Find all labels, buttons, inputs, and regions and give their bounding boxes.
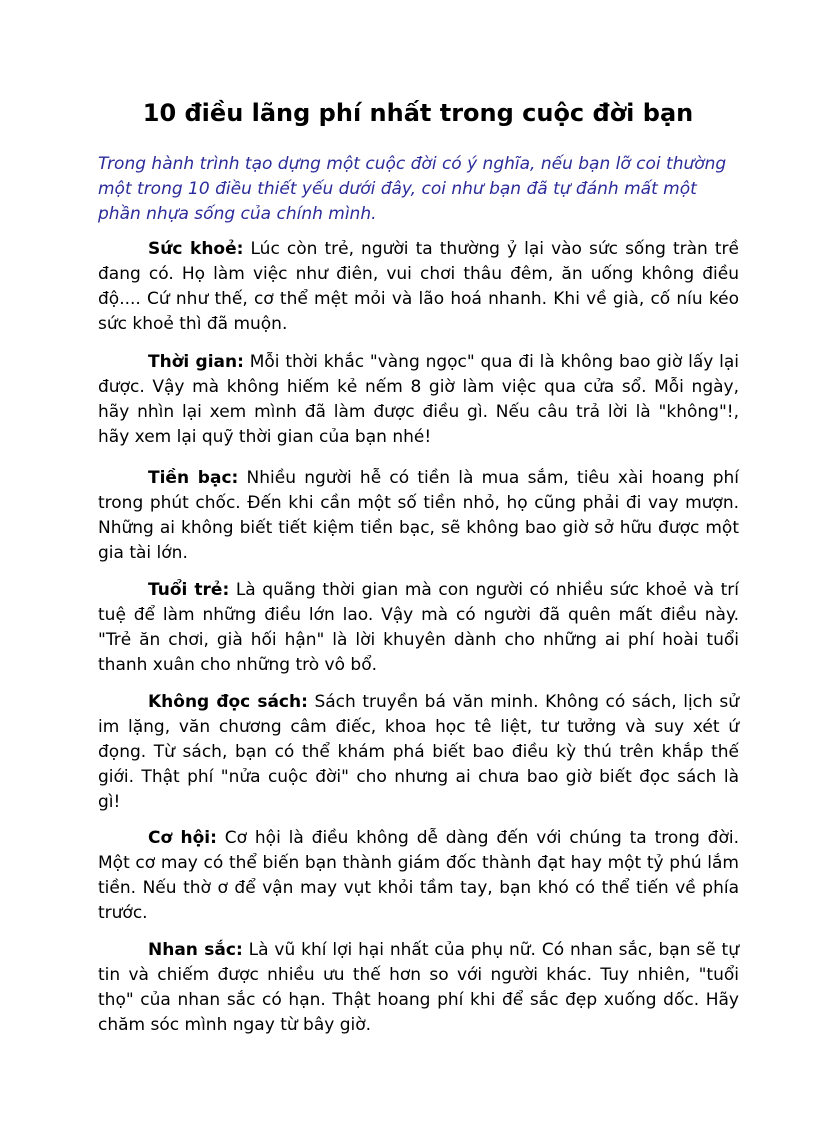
section-line-text: Nhiều người hễ có tiền là mua sắm, tiêu xài hoang phí (238, 468, 739, 488)
section-first-line (98, 466, 739, 491)
section-term: Cơ hội: (148, 828, 217, 848)
section-line: trước. (98, 903, 148, 923)
section-line: đang có. Họ làm việc như điên, vui chơi thâu đêm, ăn uống không điều (98, 264, 739, 284)
section-first-line (98, 237, 739, 262)
section-line: im lặng, văn chương câm điếc, khoa học tê liệt, tư tưởng và suy xét ứ (98, 717, 739, 737)
section-term: Không đọc sách: (148, 692, 308, 712)
section-first-line (98, 350, 739, 375)
section-line: hãy nhìn lại xem mình đã làm được điều gì. Nếu câu trả lời là "không"!, (98, 402, 739, 422)
section-line: chăm sóc mình ngay từ bây giờ. (98, 1015, 372, 1035)
section-youth (98, 578, 739, 678)
section-line: sức khoẻ thì đã muộn. (98, 314, 288, 334)
section-term: Tuổi trẻ: (148, 580, 230, 600)
section-line: Một cơ may có thể biến bạn thành giám đốc thành đạt hay một tỷ phú lắm (98, 853, 739, 873)
section-line: gia tài lớn. (98, 543, 188, 563)
section-line: được. Vậy mà không hiếm kẻ nếm 8 giờ làm việc qua cửa sổ. Mỗi ngày, (98, 377, 739, 397)
section-line: Những ai không biết tiết kiệm tiền bạc, sẽ không bao giờ sở hữu được một (98, 518, 739, 538)
section-line-text: Mỗi thời khắc "vàng ngọc" qua đi là không bao giờ lấy lại (243, 352, 739, 372)
section-line: "Trẻ ăn chơi, già hối hận" là lời khuyên dành cho những ai phí hoài tuổi (98, 630, 739, 650)
section-beauty (98, 938, 739, 1038)
section-term: Thời gian: (148, 352, 244, 372)
section-first-line (98, 826, 739, 851)
section-line-text: Lúc còn trẻ, người ta thường ỷ lại vào sức sống tràn trề (243, 239, 740, 259)
section-line-text: Là quãng thời gian mà con người có nhiều sức khoẻ và trí (229, 580, 739, 600)
section-reading (98, 690, 739, 815)
section-line: giới. Thật phí "nửa cuộc đời" cho nhưng ai chưa bao giờ biết đọc sách là (98, 767, 739, 787)
section-line: thanh xuân cho những trò vô bổ. (98, 655, 378, 675)
section-first-line (98, 578, 739, 603)
page-title: 10 điều lãng phí nhất trong cuộc đời bạn (142, 99, 694, 127)
section-line: trong phút chốc. Đến khi cần một số tiền nhỏ, họ cũng phải đi vay mượn. (98, 493, 739, 513)
section-term: Tiền bạc: (148, 468, 239, 488)
section-line: tin và chiếm được nhiều ưu thế hơn so với người khác. Tuy nhiên, "tuổi (98, 965, 739, 985)
section-first-line (98, 690, 739, 715)
section-line: gì! (98, 792, 121, 812)
section-term: Sức khoẻ: (148, 239, 244, 259)
intro-line: một trong 10 điều thiết yếu dưới đây, coi như bạn đã tự đánh mất một (98, 179, 697, 199)
section-line: hãy xem lại quỹ thời gian của bạn nhé! (98, 427, 432, 447)
section-term: Nhan sắc: (148, 940, 243, 960)
intro-line: Trong hành trình tạo dựng một cuộc đời có ý nghĩa, nếu bạn lỡ coi thường (98, 154, 727, 174)
section-line: đọng. Từ sách, bạn có thể khám phá biết bao điều kỳ thú trên khắp thế (98, 742, 739, 762)
section-line: thọ" của nhan sắc có hạn. Thật hoang phí khi để sắc đẹp xuống dốc. Hãy (98, 990, 739, 1010)
section-health (98, 237, 739, 337)
section-opportunity (98, 826, 739, 926)
section-line-text: Cơ hội là điều không dễ dàng đến với chúng ta trong đời. (216, 828, 739, 848)
intro-line: phần nhựa sống của chính mình. (98, 204, 377, 224)
section-line: tuệ để làm những điều lớn lao. Vậy mà có người đã quên mất điều này. (98, 605, 739, 625)
section-line: tiền. Nếu thờ ơ để vận may vụt khỏi tầm tay, bạn khó có thể tiến về phía (98, 878, 739, 898)
section-first-line (98, 938, 739, 963)
section-line-text: Sách truyền bá văn minh. Không có sách, lịch sử (307, 692, 740, 712)
section-line-text: Là vũ khí lợi hại nhất của phụ nữ. Có nhan sắc, bạn sẽ tự (242, 940, 739, 960)
section-money (98, 466, 739, 566)
intro-paragraph (98, 152, 743, 227)
section-time (98, 350, 739, 450)
section-line: độ.... Cứ như thế, cơ thể mệt mỏi và lão hoá nhanh. Khi về già, cố níu kéo (98, 289, 739, 309)
